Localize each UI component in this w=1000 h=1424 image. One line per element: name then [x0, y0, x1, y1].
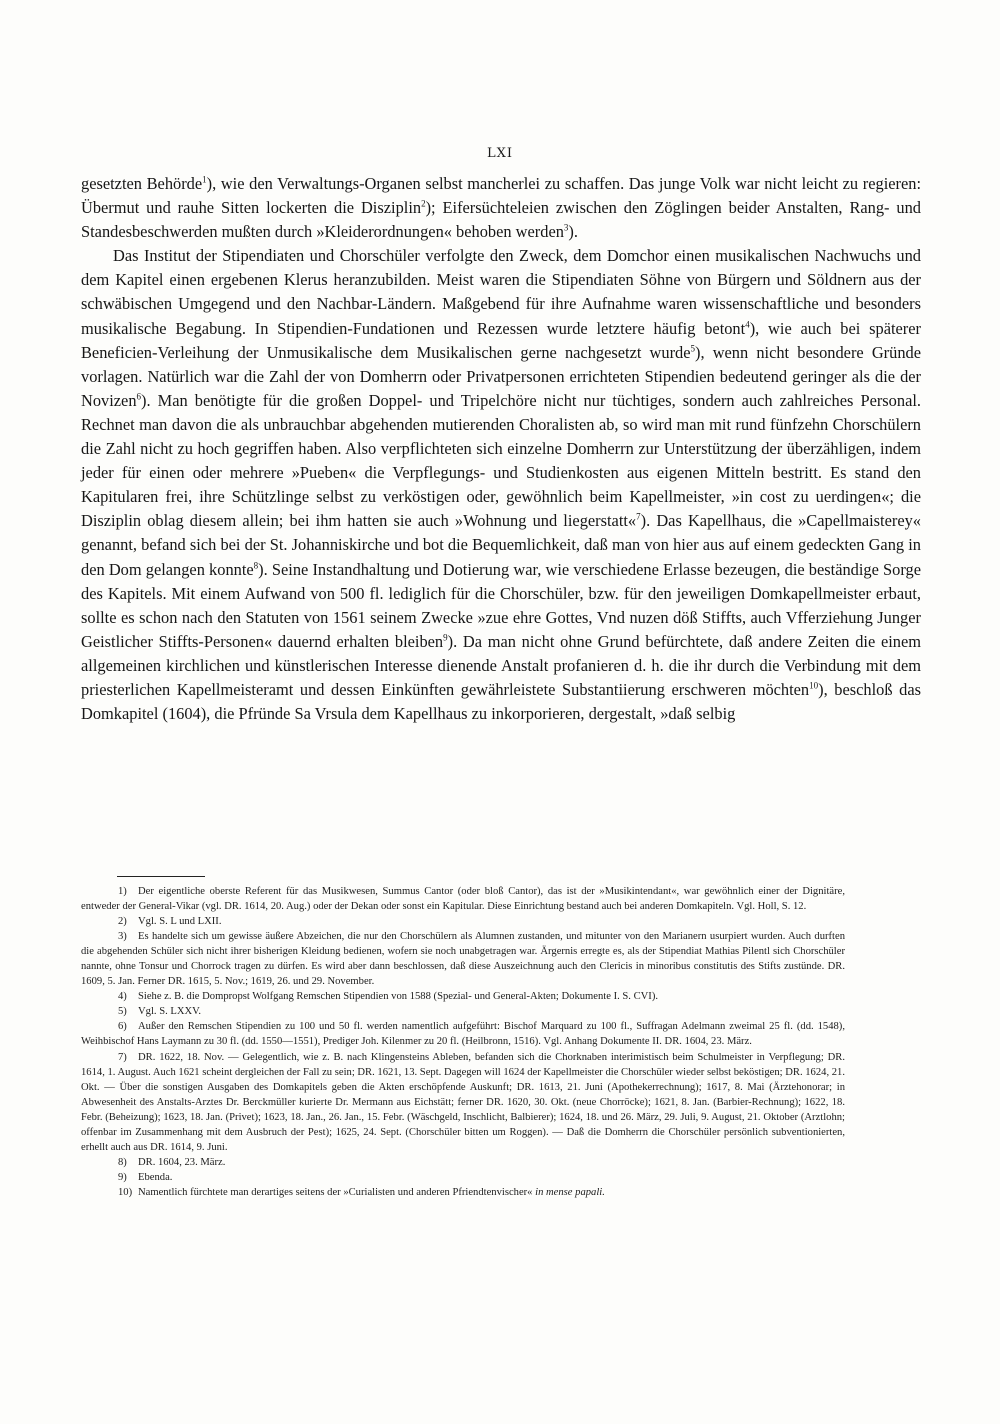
footnote-ref: 6: [136, 391, 142, 402]
footnotes: [81, 884, 845, 1200]
footnote-separator: [117, 876, 205, 877]
footnote-number: 2): [118, 916, 127, 928]
text-run: ); Eifersüchteleien zwischen den Zöglingen beider Anstalten, Rang- und Standesbeschwerden mußten durch »Kleiderordnungen« behoben werden: [81, 198, 921, 242]
footnote-number: 10): [118, 1186, 133, 1198]
footnote-text: Namentlich fürchtete man derartiges seitens der »Curialisten und anderen Pfriendtenvischer«: [138, 1186, 533, 1198]
footnote-number: 6): [118, 1021, 127, 1033]
footnote-ref: 4: [745, 319, 750, 330]
footnote-text: Es handelte sich um gewisse äußere Abzeichen, die nur den Chorschülern als Alumnen zustanden, und mitunter von den Marianern usurpiert wurden. Auch durften die abgehenden Schüler sich nicht ihrer bisherigen Kleidung bedienen, wofern sie noch unabgetragen war. Ärgernis erregte es, als der Stipendiat Mathias Pilentl sich Chorschüler nannte, ohne Tonsur und Chorrock tragen zu dürfen. Es wird aber dann beschlossen, daß diese Auszeichnung auch den Clericis in minoribus constitutis des Stifts zustünde. DR. 1609, 5. Jan. Ferner DR. 1615, 5. Nov.; 1619, 26. und 29. November.: [81, 931, 845, 988]
footnote-text: Außer den Remschen Stipendien zu 100 und 50 fl. werden namentlich aufgeführt: Bischof Marquard zu 100 fl., Suffragan Adelmann zweimal 25 fl. (dd. 1548), Weihbischof Hans Laymann zu 30 fl. (dd. 1550—1551), Prediger Joh. Kilenmer zu 20 fl. (Heilbronn, 1516). Vgl. Anhang Dokumente II. DR. 1604, 23. März.: [81, 1021, 845, 1048]
footnote-ref: 1: [202, 174, 207, 185]
footnote: [81, 1155, 845, 1170]
footnote-text: DR. 1622, 18. Nov. — Gelegentlich, wie z. B. nach Klingensteins Ableben, befanden sich die Chorknaben interimistisch beim Schulmeister in Verpflegung; DR. 1614, 1. August. Auch 1621 scheint dergleichen der Fall zu sein; DR. 1621, 13. Sept. Dagegen will 1624 der Kapellmeister die Chorschüler wieder selbst beköstigen; DR. 1624, 21. Okt. — Über die sonstigen Ausgaben des Domkapitels geben die Akten erschöpfende Auskunft; DR. 1613, 21. Juni (Apothekerrechnung); 1617, 8. Mai (Ärztehonorar; in Abwesenheit des Anstalts-Arztes Dr. Berckmüller kurierte Dr. Mermann aus Eichstätt; ferner DR. 1620, 30. Okt. (neue Chorröcke); 1621, 8. Jan. (Barbier-Rechnung); 1622, 18. Febr. (Beheizung); 1623, 18. Jan. (Privet); 1623, 18. Jan., 26. Jan., 15. Febr. (Wäschgeld, Inschlicht, Balbierer); 1624, 18. und 26. März, 29. Juli, 9. August, 21. Oktober (Arztlohn; offenbar im Zusammenhang mit dem Ausbruch der Pest); 1625, 24. Sept. (Chorschüler bitten um Roggen). — Daß die Domherrn die Chorschüler persönlich subventionierten, erhellt auch aus DR. 1614, 9. Juni.: [81, 1051, 845, 1153]
footnote-number: 8): [118, 1156, 127, 1168]
text-run: gesetzten Behörde: [81, 174, 203, 193]
footnote-text: Der eigentliche oberste Referent für das Musikwesen, Summus Cantor (oder bloß Cantor), das ist der »Musikintendant«, war gewöhnlich einer der Dignitäre, entweder der General-Vikar (vgl. DR. 1614, 20. Aug.) oder der Dekan oder sonst ein Kapitular. Diese Einrichtung bestand auch bei anderen Domkapiteln. Vgl. Holl, S. 12.: [81, 886, 845, 913]
footnote-text: Vgl. S. LXXV.: [138, 1006, 202, 1018]
text-run: ).: [568, 222, 578, 242]
footnote: [81, 989, 845, 1004]
footnote: [81, 929, 845, 989]
footnote: [81, 1170, 845, 1185]
footnote: [81, 1050, 845, 1155]
body-paragraph: [81, 244, 921, 726]
text-run: ). Seine Instandhaltung und Dotierung war, wie verschiedene Erlasse bezeugen, die beständige Sorge des Kapitels. Mit einem Aufwand von 500 fl. lediglich für die Chorschüler, bzw. für den jeweiligen Domkapellmeister erbaut, sollte es schon nach den Statuten von 1561 seinem Zwecke »zue ehre Gottes, Vnd nuzen döß Stiffts, auch Vfferziehung Junger Geistlicher Stiffts-Personen« dauernd erhalten bleiben: [81, 559, 921, 651]
text-run: Das Institut der Stipendiaten und Chorschüler verfolgte den Zweck, dem Domchor einen musikalischen Nachwuchs und dem Kapitel einen ergebenen Klerus heranzubilden. Meist waren die Stipendiaten Söhne von Bürgern und Söldnern aus der schwäbischen Umgegend und den Nachbar-Ländern. Maßgebend für ihre Aufnahme waren wissenschaftliche und besonders musikalische Begabung. In Stipendien-Fundationen und Rezessen wurde letztere häufig betont: [81, 246, 921, 338]
footnote-ref: 8: [253, 560, 259, 571]
footnote-number: 1): [118, 886, 127, 897]
text-run: ), wenn nicht besondere Gründe vorlagen. Natürlich war die Zahl der von Domherrn oder Privatpersonen errichteten Stipendien bedeutend geringer als die der Novizen: [81, 342, 921, 410]
footnote-ref: 9: [443, 632, 448, 643]
footnote: [81, 884, 845, 914]
footnote: [81, 1185, 845, 1200]
text-run: ). Da man nicht ohne Grund befürchtete, daß andere Zeiten die einem allgemeinen kirchlichen und künstlerischen Interesse dienende Anstalt profanieren d. h. die ihr durch die Verbindung mit dem priesterlichen Kapellmeisteramt und dessen Einkünften gewährleistete Substantiierung erschweren möchten: [81, 631, 922, 699]
footnote-italic: in mense papali.: [535, 1186, 605, 1198]
page-number: LXI: [486, 146, 514, 161]
text-run: ). Man benötigte für die großen Doppel- und Tripelchöre nicht nur tüchtiges, sondern auch zahlreiches Personal. Rechnet man davon die als unbrauchbar abgehenden mutierenden Choralisten ab, so wird man mit rund fünfzehn Chorschülern die Zahl nicht zu hoch gegriffen haben. Also verpflichteten sich einzelne Domherrn zur Unterstützung der überzähligen, indem jeder für einen oder mehrere »Pueben« die Verpflegungs- und Studienkosten aus eigenen Mitteln bestritt. Es stand den Kapitularen frei, ihre Schützlinge selbst zu verköstigen oder, gewöhnlich beim Kapellmeister, »in cost zu uerdingen«; die Disziplin oblag diesem allein; bei ihm hatten sie auch »Wohnung und liegerstatt«: [81, 390, 921, 531]
footnote-number: 3): [118, 931, 127, 943]
footnote-number: 7): [118, 1051, 127, 1063]
footnote-text: Ebenda.: [138, 1171, 173, 1183]
footnote-ref: 3: [563, 222, 569, 233]
footnote-text: Siehe z. B. die Dompropst Wolfgang Remschen Stipendien von 1588 (Spezial- und General-Akten; Dokumente I. S. CVI).: [138, 991, 659, 1003]
footnote-number: 9): [118, 1171, 127, 1183]
text-run: ), beschloß das Domkapitel (1604), die Pfründe Sa Vrsula dem Kapellhaus zu inkorporieren, dergestalt, »daß selbig: [81, 679, 921, 724]
footnote-number: 4): [118, 991, 127, 1003]
footnote-ref: 10: [809, 680, 819, 691]
footnote: [81, 1019, 845, 1049]
body-paragraph: [81, 172, 921, 244]
footnote: [81, 914, 845, 929]
footnote-ref: 7: [636, 511, 641, 522]
text-run: ), wie auch bei späterer Beneficien-Verleihung der Unmusikalische dem Musikalischen gerne nachgesetzt wurde: [81, 318, 921, 362]
footnote-ref: 2: [421, 198, 426, 209]
footnote: [81, 1004, 845, 1019]
main-text: [81, 172, 921, 726]
footnote-ref: 5: [690, 343, 695, 354]
text-run: ). Das Kapellhaus, die »Capellmaisterey« genannt, befand sich bei der St. Johanniskirche und bot die Bequemlichkeit, daß man von hier aus auf einem gedeckten Gang in den Dom gelangen konnte: [81, 511, 922, 579]
footnote-number: 5): [118, 1006, 127, 1018]
footnote-text: DR. 1604, 23. März.: [138, 1156, 226, 1168]
text-run: ), wie den Verwaltungs-Organen selbst mancherlei zu schaffen. Das junge Volk war nicht leicht zu regieren: Übermut und rauhe Sitten lockerten die Disziplin: [81, 174, 921, 218]
footnote-text: Vgl. S. L und LXII.: [138, 916, 222, 928]
